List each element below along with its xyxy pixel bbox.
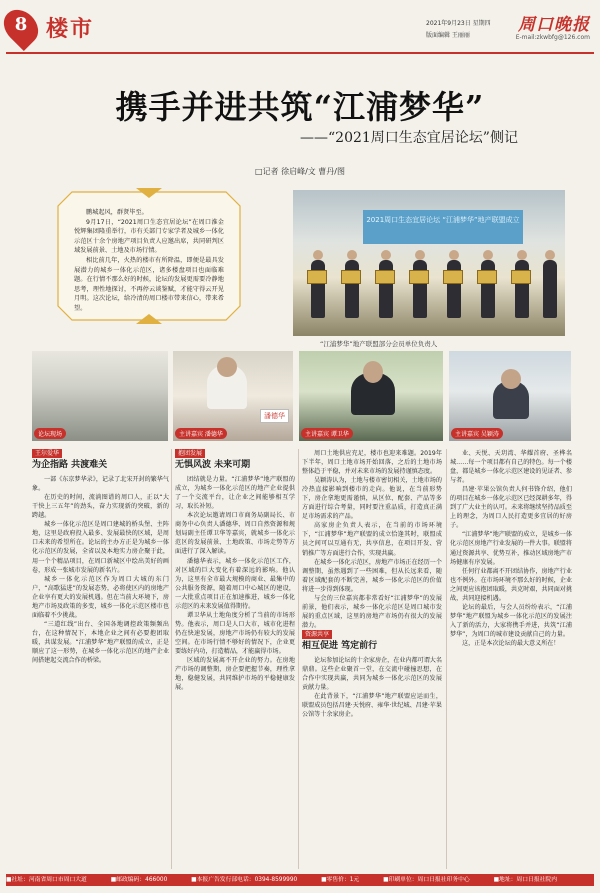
person-figure xyxy=(413,260,427,318)
column-divider xyxy=(298,449,299,869)
lead-box xyxy=(54,186,244,326)
person-figure xyxy=(481,260,495,318)
body-paragraph: 城乡一体化示范区是周口建城的桥头堡、主阵地，这里是政府投入最多、发展最快的区域，是周口未来的希望所在。论坛的主办方正是为城乡一体化示范区的发展，全省以及本地实力房企聚于此，用一个个精品项目，在周口新城区中绘出美好的画卷，形成一张城市发展的新名片。 xyxy=(32,521,169,574)
award-plaque xyxy=(477,270,497,284)
person-figure xyxy=(311,260,325,318)
column-divider xyxy=(171,449,172,869)
column-divider xyxy=(446,449,447,869)
group-photo xyxy=(293,190,565,336)
lead-paragraph: 9月17日，“2021周口生态宜居论坛”在周口淮金悦辉集团隆重举行，市有关部门专家学者及城乡一体化示范区十余个房地产项目负责人应邀出席，共同研判区域发展前景、土地及市场行情。 xyxy=(74,218,224,255)
person-figure xyxy=(379,260,393,318)
body-paragraph: 与会的三位嘉宾都非常看好“江浦梦华”的发展前景，他们表示，城乡一体化示范区是周口城市发展的重点区域，这里的房地产市场仍有很大的发展潜力。 xyxy=(302,594,442,629)
footer-item: ■邮政编码：466000 xyxy=(110,877,168,883)
body-paragraph: 区域的发展离不开企业的努力。在房地产市场的调整期，房企要把握节奏，理性拿地，稳健发展，共同维护市场的平稳健康发展。 xyxy=(175,657,295,692)
person-figure xyxy=(543,260,557,318)
photo-caption: 主讲嘉宾 潘德华 xyxy=(175,428,227,439)
body-paragraph: “三道红线”出台、全国各地调控政策频频出台，在这种情况下，本地企业之间有必要抱团取暖，共谋发展。“江浦梦华”地产联盟的成立，正是顺应了这一形势，在城乡一体化示范区的地产企业间搭建起交流合作的桥梁。 xyxy=(32,620,169,665)
subsection-tag: 王尔爱华 xyxy=(32,449,62,458)
footer-item: ■本报广告发行部电话：0394-8599990 xyxy=(191,877,298,883)
person-figure xyxy=(447,260,461,318)
event-banner: 2021周口生态宜居论坛 “江浦梦华”地产联盟成立 xyxy=(363,210,523,244)
page-editor: 版面编辑 王丽丽 xyxy=(426,32,470,39)
body-paragraph: 团结就是力量。“江浦梦华”地产联盟的成立，为城乡一体化示范区的地产企业提供了一个交流平台，让企业之间能够相互学习，取长补短。 xyxy=(175,476,295,511)
footer-item: ■印刷单位：周口日报社印务中心 xyxy=(383,877,470,883)
subsection-heading: 无惧风波 未来可期 xyxy=(175,460,251,471)
forum-venue-photo xyxy=(32,351,168,441)
lead-text xyxy=(74,208,224,314)
award-plaque xyxy=(307,270,327,284)
award-plaque xyxy=(511,270,531,284)
subsection-tag: 抱团发展 xyxy=(175,449,205,458)
newspaper-logo: 周口晚报 xyxy=(518,15,590,35)
body-paragraph: “江浦梦华”地产联盟的成立，是城乡一体化示范区房地产行业发展的一件大事。联盟将通过资源共享、优势互补，推动区域房地产市场健康有序发展。 xyxy=(450,531,572,566)
body-paragraph: 高家房企负责人表示，在当前的市场环境下，“江浦梦华”地产联盟的成立恰逢其时，联盟成员之间可以互通有无，共享信息，在项目开发、营销推广等方面进行合作，实现共赢。 xyxy=(302,522,442,557)
body-paragraph: 论坛的最后，与会人员纷纷表示，“江浦梦华”地产联盟为城乡一体化示范区的发展注入了新的活力，大家将携手并进，共筑“江浦梦华”，为周口的城市建设贡献自己的力量。 xyxy=(450,603,572,638)
body-paragraph: 任何行业都离不开团结协作，房地产行业也不例外。在市场环境不那么好的时候，企业之间更应该抱团取暖，共克时艰，共同面对挑战，共同迎接机遇。 xyxy=(450,567,572,602)
body-paragraph: 在城乡一体化示范区，房地产市场正在经历一个调整期，虽然遇到了一些困难，但从长远来看，随着区域配套的不断完善，城乡一体化示范区的价值将进一步得到体现。 xyxy=(302,558,442,593)
subsection-heading: 相互促进 笃定前行 xyxy=(302,640,378,651)
award-plaque xyxy=(375,270,395,284)
speaker-photo xyxy=(299,351,443,441)
body-paragraph: 周口土地供应充足，楼市也迎来难题。2019年下半年，周口土地市场开始回落，之后的土地市场整体趋于平稳，并对未来市场的发展持谨慎态度。 xyxy=(302,450,442,476)
page-footer xyxy=(6,874,594,886)
article-column-3 xyxy=(302,449,442,869)
body-paragraph: 吴颖涛认为，土地与楼市密切相关，土地市场的冷热直接影响到楼市的走向。他说，在当前形势下，房企拿地更需谨慎，从区位、配套、产品等多方面进行综合考量，同时要注重品质，打造真正满足市场需求的产品。 xyxy=(302,477,442,521)
body-paragraph: 在历史的时间，流淌图谱的周口人，正以“大干快上三五年”的劲头，奋力实现新的突破，新的跨越。 xyxy=(32,494,169,520)
body-paragraph: 业、天悦、天玥湾、华耀首府、圣桦名城……每一个项目都有自己的特色。每一个楼盘，都是城乡一体化示范区建设的见证者、参与者。 xyxy=(450,450,572,485)
article-byline: □记者 徐启峰/文 曹丹/图 xyxy=(254,167,346,176)
article-subtitle: ——“2021周口生态宜居论坛”侧记 xyxy=(300,130,518,146)
body-paragraph: 谭卫华从土地角度分析了当前的市场形势。他表示，周口是人口大市，城市化进程仍在快速发展，房地产市场仍有较大的发展空间。在市场行情不够好的情况下，企业更要练好内功，打造精品，才能赢得市场。 xyxy=(175,611,295,655)
body-paragraph: 一部《东京梦华录》，记录了北宋开封的繁华气象。 xyxy=(32,476,169,493)
footer-item: ■地址：周口日报社院内 xyxy=(493,877,558,883)
article-column-4 xyxy=(450,449,572,869)
subsection-tag: 资源共享 xyxy=(302,630,332,639)
article-column-2 xyxy=(175,449,295,869)
photo-caption: 主讲嘉宾 吴颖涛 xyxy=(451,428,503,439)
lead-paragraph: 相比前几年，火热的楼市有所降温，即便是最具发展潜力的城乡一体化示范区，诸多楼盘项目也面临难题。在行情不那么好的时候，论坛的发展更需要冷静地思考，理性地探讨，不再停云谈鉴赋，才能守得云开见月明。这次论坛，给冷清的周口楼市带来信心，带来希望。 xyxy=(74,256,224,312)
contact-email: E-mail:zkwbfg@126.com xyxy=(515,34,590,41)
award-plaque xyxy=(409,270,429,284)
person-figure xyxy=(515,260,529,318)
header-divider xyxy=(6,52,594,54)
lead-paragraph: 鹏城起风，群贤毕至。 xyxy=(86,209,148,216)
body-paragraph: 昌建·苹果公馆负责人何书锋介绍，他们的项目在城乡一体化示范区已经深耕多年，得到了广大业主的认可。未来将继续坚持品质至上的理念，为周口人民打造更多宜居的好房子。 xyxy=(450,486,572,530)
page-number: 8 xyxy=(14,14,28,35)
photo-caption: 主讲嘉宾 谭卫华 xyxy=(301,428,353,439)
body-paragraph: 论坛参加论坛的十余家房企，在业内都可谓大名鼎鼎。这些企业聚首一堂，在交流中碰撞思想，在合作中实现共赢，共同为城乡一体化示范区的发展贡献力量。 xyxy=(302,657,442,692)
photo-caption: “江浦梦华”地产联盟部分会员单位负责人 xyxy=(320,340,438,348)
footer-item: ■社址：河南省周口市周口大道 xyxy=(6,877,87,883)
award-plaque xyxy=(443,270,463,284)
photo-caption: 论坛现场 xyxy=(34,428,66,439)
footer-item: ■零售价：1元 xyxy=(321,877,360,883)
subsection-heading: 为企指路 共渡难关 xyxy=(32,460,108,471)
award-plaque xyxy=(341,270,361,284)
body-paragraph: 城乡一体化示范区作为周口大城的东门户，“高歌猛进”的发展态势，必将使区内的房地产企业享有更大的发展机遇。但在当前大环境下，房地产市场及政策的多变，城乡一体化示范区楼市也面临着不少挑战。 xyxy=(32,575,169,619)
person-figure xyxy=(345,260,359,318)
section-title: 楼市 xyxy=(46,16,95,42)
article-title: 携手并进共筑“江浦梦华” xyxy=(115,88,485,126)
article-column-1 xyxy=(32,449,169,869)
body-paragraph: 本次论坛邀请周口市商务局副局长、市商务中心负责人潘德华、周口自然资源和规划局副主任谭卫华等嘉宾，就城乡一体化示范区的发展前景、土地政策、市场走势等方面进行了深入解读。 xyxy=(175,512,295,556)
body-paragraph: 潘德华表示，城乡一体化示范区工作，对区域的巨大变化有着深远的影响。他认为，这里有全市最大规模的商业、最集中的公共服务资源，随着周口中心城区的建设，一大批重点项目正在加速推进，城乡一体化示范区的未来发展值得期待。 xyxy=(175,557,295,610)
issue-date: 2021年9月23日 星期四 xyxy=(426,20,491,27)
body-paragraph: 这，正是本次论坛的最大意义所在！ xyxy=(462,639,560,647)
body-paragraph: 在此背景下，“江浦梦华”地产联盟应运而生，联盟成员包括昌建·天悦府、雍华·世纪城、昌建·苹果公馆等十余家房企。 xyxy=(302,693,442,719)
speaker-photo xyxy=(449,351,571,441)
page-header xyxy=(6,6,594,56)
speaker-nametag: 潘德华 xyxy=(260,409,289,423)
speaker-photo xyxy=(173,351,293,441)
